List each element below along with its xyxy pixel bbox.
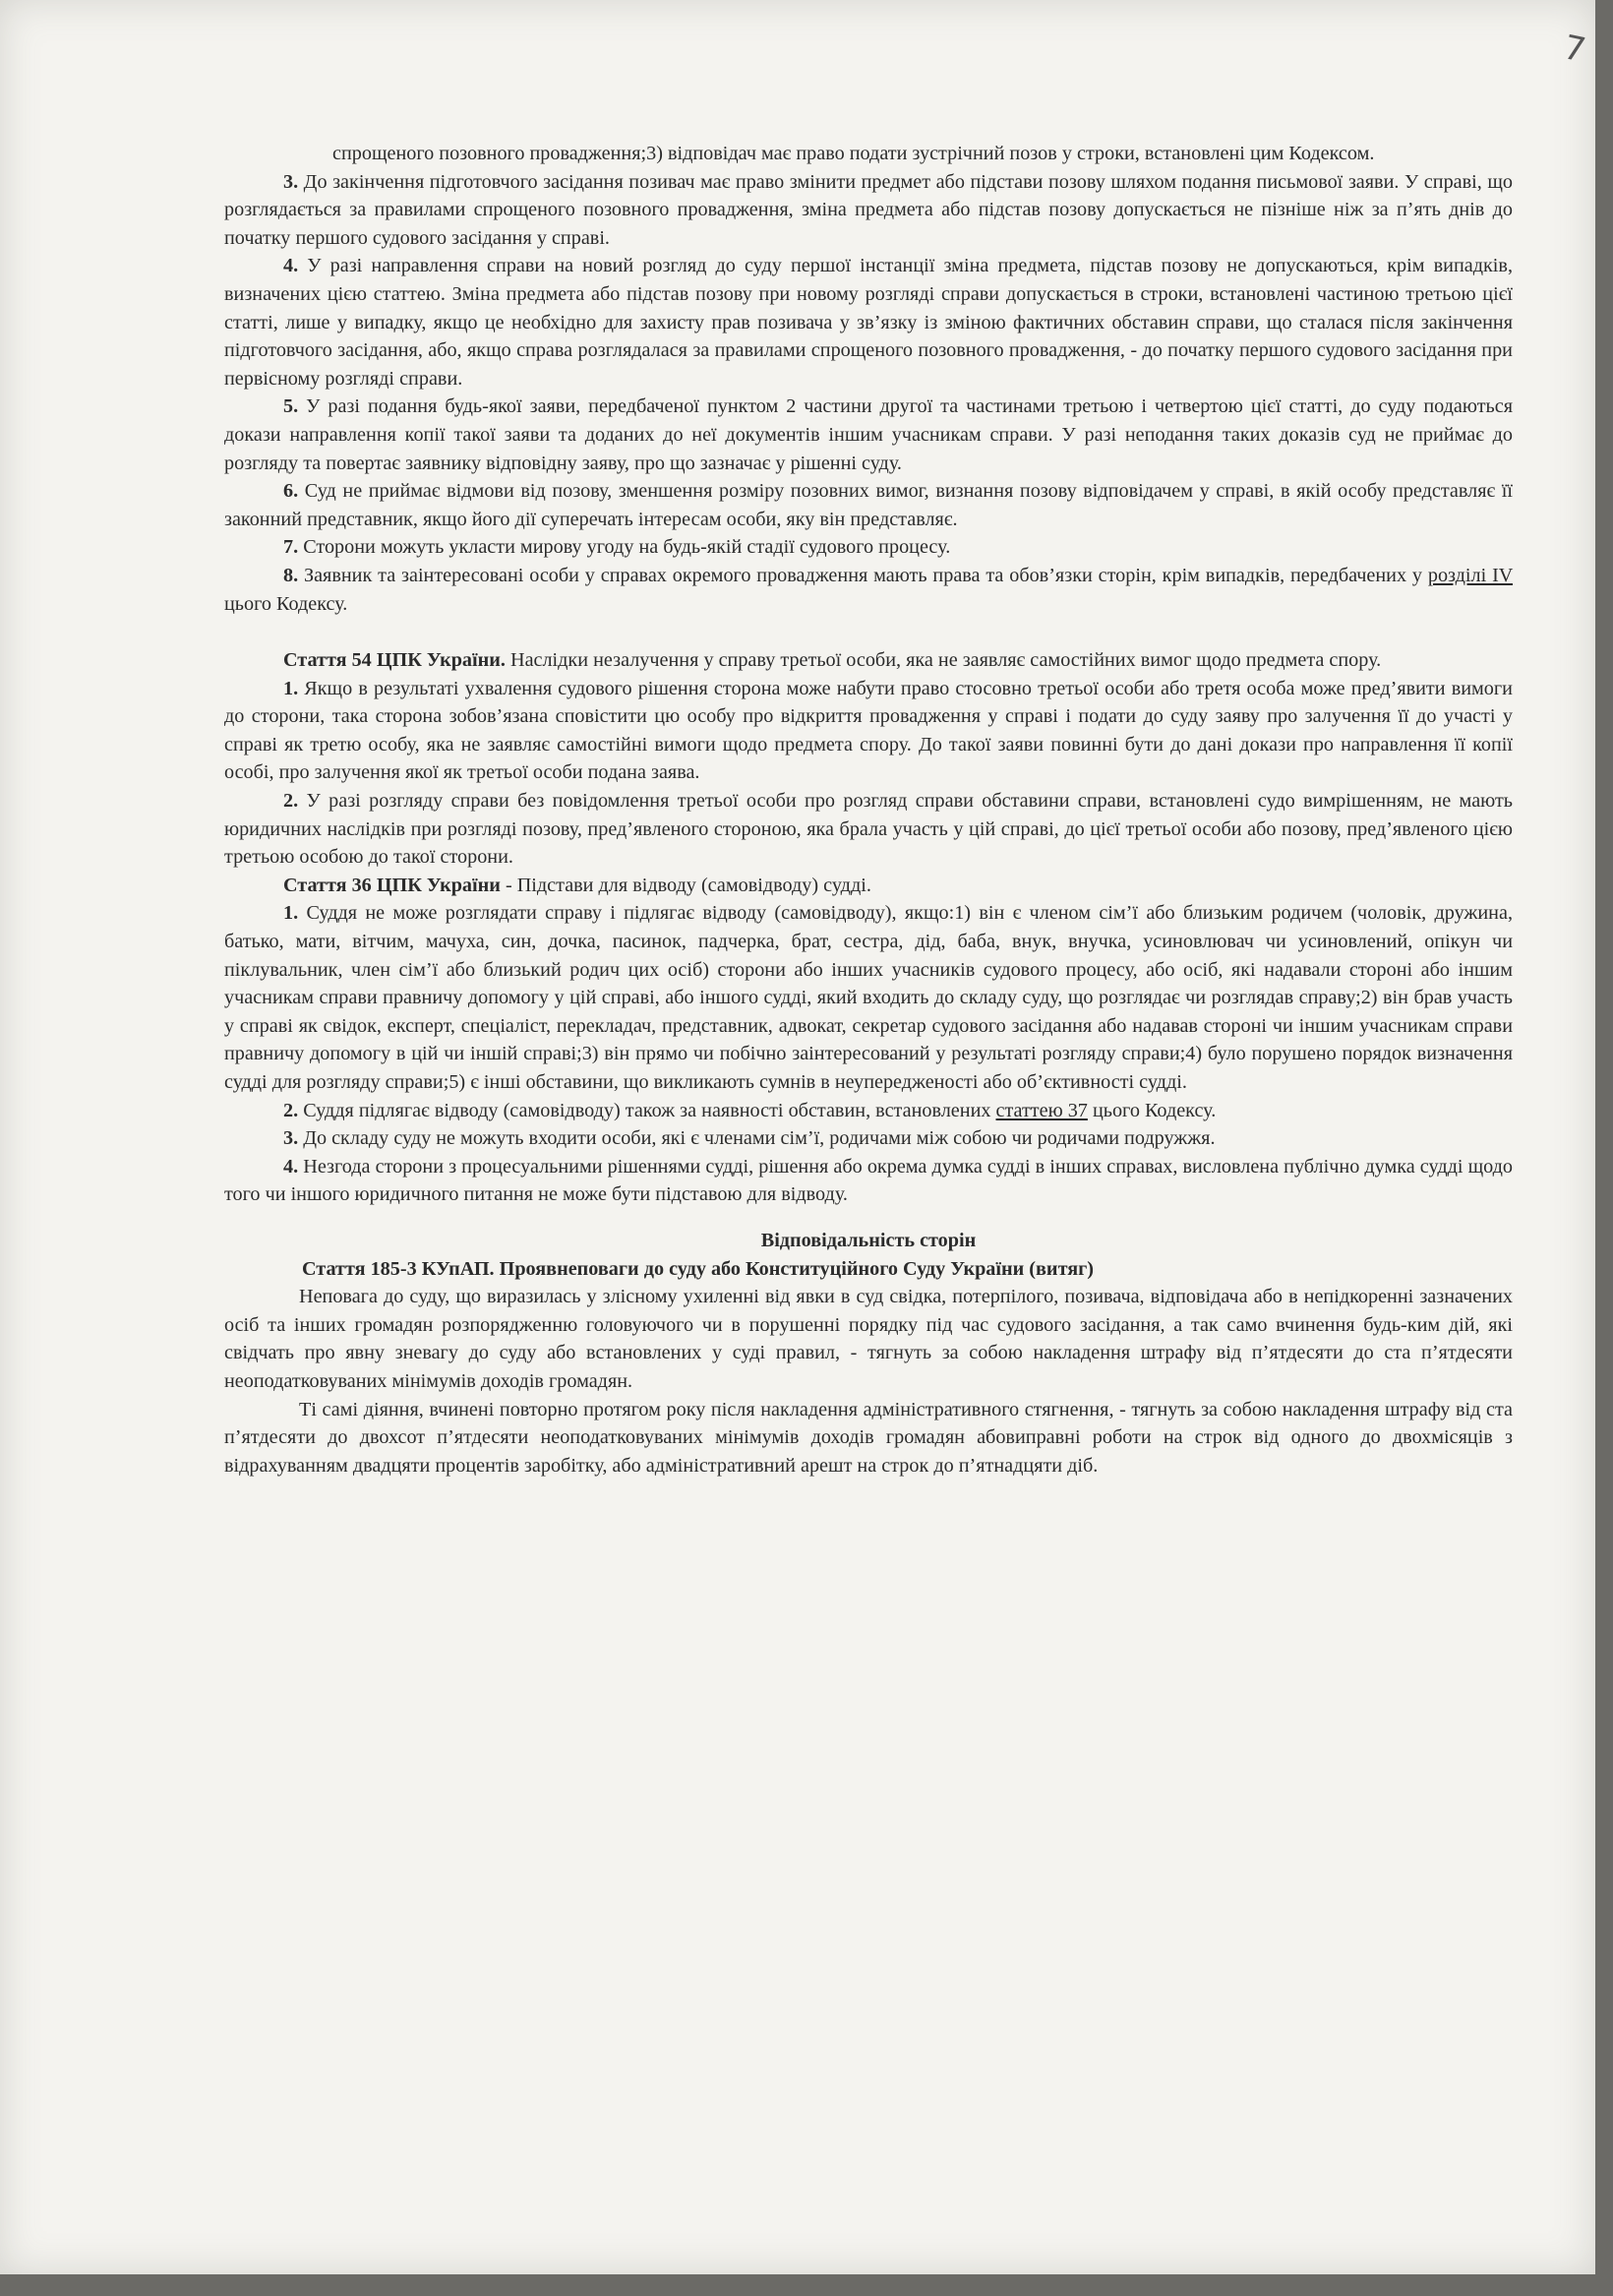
paragraph-text: До закінчення підготовчого засідання позивач має право змінити предмет або підстави позову шляхом подання письмової заяви. У справі, що розглядається за правилами спрощеного позовного провадження, зміна предмета або підстав позову допускається не пізніше ніж за п’ять днів до початку першого судового засідання у справі.: [224, 170, 1513, 249]
section-subheading: Стаття 185-3 КУпАП. Проявнеповаги до суду або Конституційного Суду України (витяг): [302, 1257, 1095, 1280]
paragraph-text: Незгода сторони з процесуальними рішеннями судді, рішення або окрема думка судді в інших справах, висловлена публічно думка судді щодо того чи іншого юридичного питання не може бути підставою для відводу.: [224, 1155, 1513, 1206]
paragraph-3: [224, 168, 1513, 253]
paragraph-number: 4.: [283, 1155, 299, 1178]
paragraph-number: 8.: [283, 564, 299, 586]
paragraph-text: Суд не приймає відмови від позову, зменшення розміру позовних вимог, визнання позову відповідачем у справі, в якій особу представляє її законний представник, якщо його дії суперечать інтересам особи, яку він представляє.: [224, 480, 1513, 530]
article-title: Стаття 54 ЦПК України.: [283, 649, 506, 672]
responsibility-paragraph-1: Неповага до суду, що виразилась у злісному ухиленні від явки в суд свідка, потерпілого, позивача, відповідача або в непідкоренні зазначених осіб та інших громадян розпорядженню головуючого чи в порушенні порядку під час судового засідання, а так само вчинення будь-ким дій, які свідчать про явну зневагу до суду або встановлених у суді правил, - тягнуть за собою накладення штрафу від п’ятдесяти до ста п’ятдесяти неоподатковуваних мінімумів доходів громадян.: [224, 1286, 1513, 1392]
article-link[interactable]: статтею 37: [995, 1099, 1088, 1121]
document-body: [224, 140, 1513, 1480]
paragraph-7: [224, 533, 1513, 562]
responsibility-paragraph-2: Ті самі діяння, вчинені повторно протягом року після накладення адміністративного стягнення, - тягнуть за собою накладення штрафу від ста п’ятдесяти до двохсот п’ятдесяти неоподатковуваних мінімумів доходів громадян абовиправні роботи на строк від одного до двохмісяців з відрахуванням двадцяти процентів заробітку, або адміністративний арешт на строк до п’ятнадцяти діб.: [224, 1398, 1513, 1477]
continued-paragraph: спрощеного позовного провадження;3) відповідач має право подати зустрічний позов у строки, встановлені цим Кодексом.: [332, 143, 1375, 164]
paragraph-number: 2.: [283, 1099, 299, 1121]
paragraph-number: 6.: [283, 480, 299, 503]
article-36-paragraph-1: [224, 899, 1513, 1096]
paragraph-text: Якщо в результаті ухвалення судового рішення сторона може набути право стосовно третьої особи або третя особа може пред’явити вимоги до сторони, така сторона зобов’язана сповістити цю особу про відкриття провадження у справі і подати до суду заяву про залучення її до участі у справі як третю особу, яка не заявляє самостійні вимоги щодо предмета спору. До такої заяви повинні бути до дані докази про направлення її копії особі, про залучення якої як третьої особи подана заява.: [224, 677, 1513, 784]
article-36-paragraph-4: [224, 1153, 1513, 1209]
paragraph-number: 4.: [283, 255, 299, 277]
spacer: [224, 618, 1513, 646]
section-link[interactable]: розділі IV: [1427, 564, 1514, 586]
article-54-paragraph-2: [224, 787, 1513, 872]
paragraph-number: 7.: [283, 536, 299, 559]
paragraph-text: Заявник та заінтересовані особи у справах окремого провадження мають права та обов’язки сторін, крім випадків, передбачених у: [298, 564, 1428, 586]
paragraph-text-tail: цього Кодексу.: [224, 592, 348, 615]
article-subtitle: - Підстави для відводу (самовідводу) судді.: [500, 874, 871, 896]
paragraph-5: [224, 393, 1513, 477]
paragraph-text: Суддя не може розглядати справу і підлягає відводу (самовідводу), якщо:1) він є членом сім’ї або близьким родичем (чоловік, дружина, батько, мати, вітчим, мачуха, син, дочка, пасинок, падчерка, брат, сестра, дід, баба, внук, внучка, усиновлювач чи усиновлений, опікун чи піклувальник, член сім’ї або близький родич цих осіб) сторони або інших учасників судового процесу, або осіб, які надавали стороні або іншим учасникам справи правничу допомогу у цій справі, або іншого судді, який входить до складу суду, що розглядає чи розглядав справу;2) він брав участь у справі як свідок, експерт, спеціаліст, перекладач, представник, адвокат, секретар судового засідання або надавав стороні чи іншим учасникам справи правничу допомогу в цій чи іншій справі;3) він прямо чи побічно заінтересований у результаті розгляду справи;4) було порушено порядок визначення судді для розгляду справи;5) є інші обставини, що викликають сумнів в неупередженості або об’єктивності судді.: [224, 902, 1513, 1093]
article-36-heading: [224, 872, 1513, 900]
article-54-paragraph-1: [224, 675, 1513, 787]
page-number-mark: 7: [1560, 28, 1589, 71]
section-heading: Відповідальність сторін: [760, 1229, 977, 1251]
spacer: [224, 1209, 1513, 1227]
article-title: Стаття 36 ЦПК України: [283, 874, 501, 896]
article-subtitle: Наслідки незалучення у справу третьої особи, яка не заявляє самостійних вимог щодо предмета спору.: [505, 649, 1382, 672]
paragraph-number: 2.: [283, 790, 299, 813]
paragraph-4: [224, 252, 1513, 393]
paragraph-text: У разі направлення справи на новий розгляд до суду першої інстанції зміна предмета, підстав позову не допускаються, крім випадків, визначених цією статтею. Зміна предмета або підстав позову при новому розгляді справи допускається в строки, встановлені частиною третьою цієї статті, лише у випадку, якщо це необхідно для захисту прав позивача у зв’язку із зміною фактичних обставин справи, що сталася після закінчення підготовчого засідання, або, якщо справа розглядалася за правилами спрощеного позовного провадження, - до початку першого судового засідання при первісному розгляді справи.: [224, 255, 1513, 390]
paragraph-text-tail: цього Кодексу.: [1087, 1099, 1217, 1121]
paragraph-number: 1.: [283, 902, 299, 925]
paragraph-text: Суддя підлягає відводу (самовідводу) також за наявності обставин, встановлених: [298, 1099, 996, 1121]
article-36-paragraph-2: [224, 1097, 1513, 1125]
paragraph-number: 3.: [283, 1127, 299, 1150]
paragraph-number: 3.: [283, 170, 299, 193]
paragraph-number: 5.: [283, 395, 299, 418]
article-36-paragraph-3: [224, 1124, 1513, 1153]
paragraph-8: [224, 562, 1513, 618]
paragraph-text: У разі розгляду справи без повідомлення третьої особи про розгляд справи обставини справи, встановлені судо вимрішенням, не мають юридичних наслідків при розгляді позову, пред’явленого стороною, яка брала участь у цій справі, до цієї третьої особи або позову, пред’явленого цією третьою особою до такої сторони.: [224, 790, 1513, 869]
article-54-heading: [224, 646, 1513, 675]
paragraph-text: Сторони можуть укласти мирову угоду на будь-якій стадії судового процесу.: [298, 536, 951, 559]
paragraph-text: У разі подання будь-якої заяви, передбаченої пунктом 2 частини другої та частинами третьою і четвертою цієї статті, до суду подаються докази направлення копії такої заяви та доданих до неї документів іншим учасникам справи. У разі неподання таких доказів суд не приймає до розгляду та повертає заявнику відповідну заяву, про що зазначає у рішенні суду.: [224, 395, 1513, 474]
paragraph-6: [224, 477, 1513, 533]
paragraph-number: 1.: [283, 677, 299, 699]
paragraph-text: До складу суду не можуть входити особи, які є членами сім’ї, родичами між собою чи родичами подружжя.: [298, 1127, 1216, 1150]
